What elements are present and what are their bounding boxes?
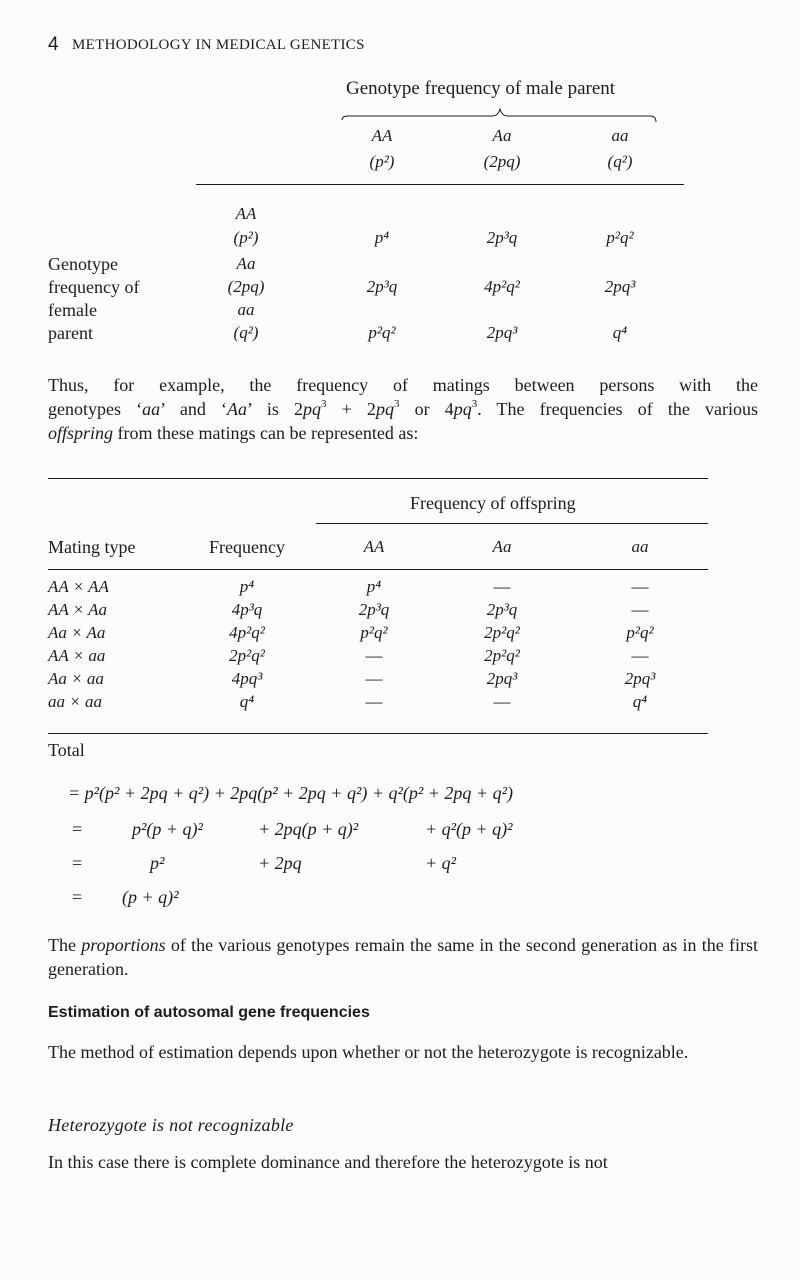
table2-cell-freq-4: 4pq³	[231, 669, 263, 688]
equation-line-4-term-a: (p + q)²	[122, 887, 179, 907]
table1-cell-2-0: p²q²	[368, 323, 396, 342]
table2-header-Aa: Aa	[492, 537, 512, 556]
table1-cell-1-0: 2p³q	[366, 277, 398, 296]
equation-line-2-equals: =	[72, 819, 83, 839]
table1-row-genotype-AA: AA	[235, 204, 257, 223]
table1-row-freq-Aa: (2pq)	[227, 277, 265, 296]
equation-line-3-term-a: p²	[150, 853, 165, 873]
table1-title: Genotype frequency of male parent	[346, 78, 616, 99]
table2-top-rule	[48, 478, 708, 479]
table1-col-genotype-AA: AA	[371, 126, 393, 145]
table1-cell-1-2: 2pq³	[604, 277, 636, 296]
table2-cell-aa-2: p²q²	[360, 623, 388, 642]
paragraph-1-line-1: Thus, for example, the frequency of matings between persons with the	[48, 375, 758, 395]
table2-cell-mating-2: Aa × Aa	[48, 623, 106, 642]
table2-cell-mating-4: Aa × aa	[48, 669, 104, 688]
table2-cell-aa-4: 2pq³	[624, 669, 656, 688]
paragraph-4: In this case there is complete dominance and therefore the heterozygote is not	[48, 1152, 608, 1172]
table2-cell-aa-2: 2p²q²	[484, 623, 520, 642]
table1-brace	[340, 106, 660, 126]
table1-row-freq-aa: (q²)	[233, 323, 259, 342]
table1-col-freq-AA: (p²)	[369, 152, 395, 171]
table1-row-label-3: female	[48, 300, 97, 320]
table1-row-label-2: frequency of	[48, 277, 140, 297]
table2-cell-mating-5: aa × aa	[48, 692, 102, 711]
table2-header-mating-type: Mating type	[48, 537, 136, 557]
table2-cell-aa-4: —	[365, 669, 383, 688]
table2-cell-mating-3: AA × aa	[48, 646, 106, 665]
table1-rule	[196, 184, 684, 185]
table1-row-genotype-aa: aa	[237, 300, 255, 319]
subheading: Heterozygote is not recognizable	[48, 1115, 294, 1135]
table1-cell-1-1: 4p²q²	[484, 277, 520, 296]
table2-cell-mating-0: AA × AA	[48, 577, 109, 596]
table1-col-genotype-aa: aa	[611, 126, 629, 145]
equation-line-2-term-a: p²(p + q)²	[132, 819, 203, 839]
table2-cell-aa-5: q⁴	[632, 692, 648, 711]
table2-cell-aa-0: p⁴	[366, 577, 382, 596]
table2-header-AA: AA	[363, 537, 385, 556]
table1-col-freq-aa: (q²)	[607, 152, 633, 171]
table2-bottom-rule	[48, 733, 708, 734]
table1-cell-0-0: p⁴	[374, 228, 390, 247]
equation-line-2-term-c: + q²(p + q)²	[425, 819, 513, 839]
table2-cell-aa-3: —	[631, 646, 649, 665]
table2-cell-mating-1: AA × Aa	[48, 600, 108, 619]
table1-cell-0-1: 2p³q	[486, 228, 518, 247]
section-heading: Estimation of autosomal gene frequencies	[48, 1004, 370, 1021]
table1-cell-0-2: p²q²	[606, 228, 634, 247]
table2-header-frequency: Frequency	[209, 537, 285, 557]
table1-row-freq-AA: (p²)	[233, 228, 259, 247]
table1-cell-2-1: 2pq³	[486, 323, 518, 342]
table1-cell-2-2: q⁴	[612, 323, 628, 342]
table2-cell-aa-5: —	[493, 692, 511, 711]
table2-cell-aa-0: —	[631, 577, 649, 596]
table2-total-label: Total	[48, 740, 85, 760]
table1-col-genotype-Aa: Aa	[492, 126, 512, 145]
equation-line-2-term-b: + 2pq(p + q)²	[258, 819, 359, 839]
table2-cell-freq-5: q⁴	[239, 692, 255, 711]
paragraph-3: The method of estimation depends upon whether or not the heterozygote is recognizable.	[48, 1042, 689, 1062]
table2-cell-aa-3: 2p²q²	[484, 646, 520, 665]
page-number: 4	[48, 34, 59, 55]
table1-row-label-1: Genotype	[48, 254, 118, 274]
table2-cell-aa-2: p²q²	[626, 623, 654, 642]
table2-cell-aa-4: 2pq³	[486, 669, 518, 688]
paragraph-1-line-3: offspring from these matings can be represented as:	[48, 423, 419, 443]
table2-group-header: Frequency of offspring	[410, 493, 576, 513]
equation-line-3-term-b: + 2pq	[258, 853, 302, 873]
table2-cell-freq-2: 4p²q²	[229, 623, 265, 642]
table2-cell-freq-0: p⁴	[239, 577, 255, 596]
table2-header-rule	[48, 569, 708, 570]
paragraph-1-line-2: genotypes ‘aa’ and ‘Aa’ is $2pq^3 + 2pq^3$ or $4pq^3$. The frequencies of the various	[48, 398, 758, 419]
table2-cell-freq-3: 2p²q²	[229, 646, 265, 665]
running-title: METHODOLOGY IN MEDICAL GENETICS	[72, 37, 365, 53]
table2-cell-aa-5: —	[365, 692, 383, 711]
equation-line-1: = p²(p² + 2pq + q²) + 2pq(p² + 2pq + q²) + q²(p² + 2pq + q²)	[68, 783, 513, 803]
table2-cell-freq-1: 4p³q	[231, 600, 263, 619]
table2-group-rule	[316, 523, 708, 524]
equation-line-4-equals: =	[72, 887, 83, 907]
table2-cell-aa-3: —	[365, 646, 383, 665]
table2-cell-aa-1: —	[631, 600, 649, 619]
equation-line-3-term-c: + q²	[425, 853, 457, 873]
table1-row-genotype-Aa: Aa	[236, 254, 256, 273]
table2-cell-aa-1: 2p³q	[486, 600, 518, 619]
table1-row-label-4: parent	[48, 323, 93, 343]
equation-line-3-equals: =	[72, 853, 83, 873]
table2-cell-aa-1: 2p³q	[358, 600, 390, 619]
paragraph-2: The proportions of the various genotypes remain the same in the second generation as in the first generation.	[48, 935, 759, 979]
table2-cell-aa-0: —	[493, 577, 511, 596]
table2-header-aa: aa	[631, 537, 649, 556]
table1-col-freq-Aa: (2pq)	[483, 152, 521, 171]
